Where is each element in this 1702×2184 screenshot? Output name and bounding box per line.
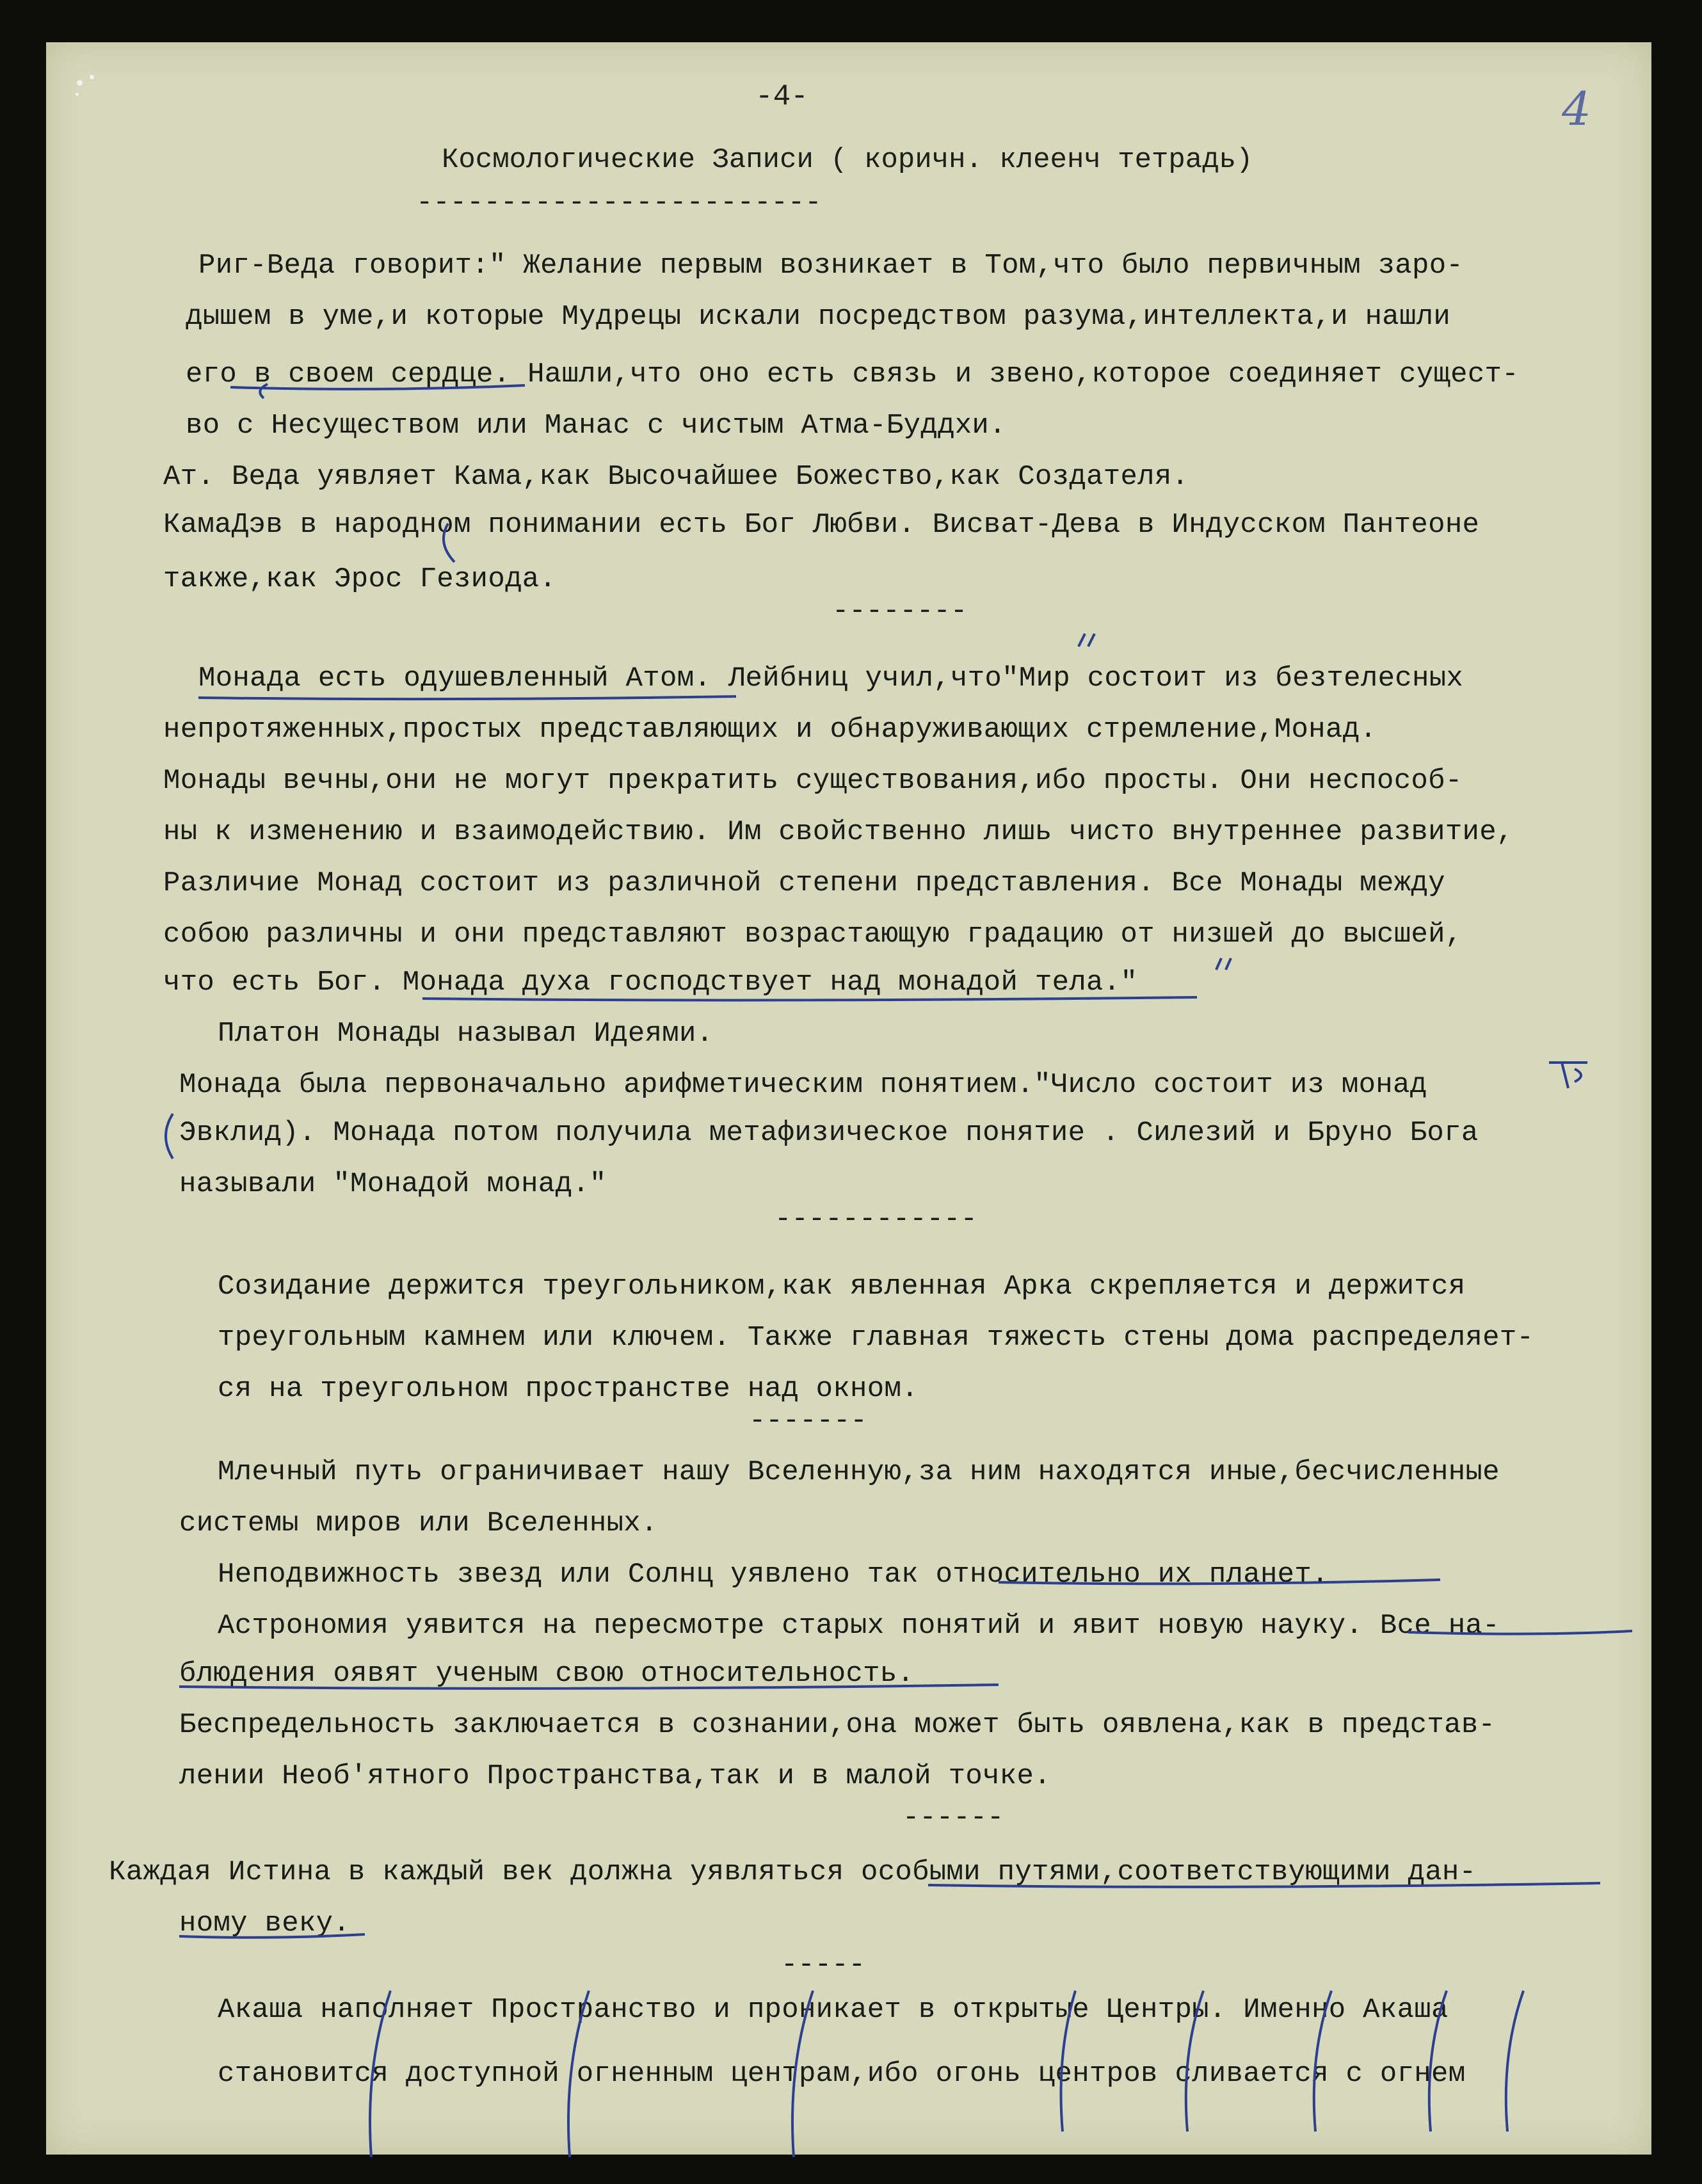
section-separator: ------ — [903, 1802, 1004, 1834]
text-line: треугольным камнем или ключем. Также главная тяжесть стены дома распределяет- — [218, 1322, 1534, 1354]
text-line: Млечный путь ограничивает нашу Вселенную,за ним находятся иные,бесчисленные — [218, 1456, 1500, 1488]
document-title: Космологические Записи ( коричн. клеенч тетрадь) — [442, 144, 1253, 176]
page-number: -4- — [755, 80, 808, 113]
text-line: ся на треугольном пространстве над окном. — [218, 1373, 919, 1405]
text-line: Монада есть одушевленный Атом. Лейбниц учил,что"Мир состоит из безтелесных — [198, 662, 1464, 695]
text-line: Неподвижность звезд или Солнц уявлено так относительно их планет. — [218, 1559, 1329, 1591]
text-line: называли "Монадой монад." — [179, 1168, 607, 1200]
text-line: во с Несуществом или Манас с чистым Атма-Буддхи. — [186, 410, 1006, 442]
section-separator: ------- — [749, 1405, 867, 1437]
text-line: ны к изменению и взаимодействию. Им свойственно лишь чисто внутреннее развитие, — [163, 816, 1514, 848]
section-separator: ----- — [781, 1949, 866, 1981]
text-line: дышем в уме,и которые Мудрецы искали посредством разума,интеллекта,и нашли — [186, 301, 1451, 333]
binder-hole — [76, 93, 79, 96]
text-line: Астрономия уявится на пересмотре старых понятий и явит новую науку. Все на- — [218, 1610, 1500, 1642]
text-line: Созидание держится треугольником,как явленная Арка скрепляется и держится — [218, 1271, 1466, 1303]
text-line: что есть Бог. Монада духа господствует над монадой тела." — [163, 967, 1138, 999]
text-line: лении Необ'ятного Пространства,так и в малой точке. — [179, 1760, 1051, 1792]
text-line: блюдения оявят ученым свою относительность. — [179, 1658, 915, 1690]
title-underline: ------------------------ — [416, 187, 822, 219]
text-line: непротяженных,простых представляющих и обнаруживающих стремление,Монад. — [163, 714, 1377, 746]
text-line: Различие Монад состоит из различной степени представления. Все Монады между — [163, 867, 1445, 899]
text-line: Беспредельность заключается в сознании,она может быть оявлена,как в представ- — [179, 1709, 1496, 1741]
text-line: становится доступной огненным центрам,ибо огонь центров сливается с огнем — [218, 2058, 1466, 2090]
text-line: Эвклид). Монада потом получила метафизическое понятие . Силезий и Бруно Бога — [179, 1117, 1479, 1149]
binder-hole — [77, 80, 83, 86]
text-line: его в своем сердце. Нашли,что оно есть связь и звено,которое соединяет сущест- — [186, 358, 1519, 390]
text-line: Риг-Веда говорит:" Желание первым возникает в Том,что было первичным заро- — [198, 250, 1464, 282]
section-separator: -------- — [832, 595, 968, 627]
text-line: Каждая Истина в каждый век должна уявляться особыми путями,соответствующими дан- — [109, 1856, 1477, 1888]
text-line: также,как Эрос Гезиода. — [163, 563, 557, 595]
text-line: Акаша наполняет Пространство и проникает в открытые Центры. Именно Акаша — [218, 1994, 1449, 2026]
text-line: КамаДэв в народном понимании есть Бог Любви. Висват-Дева в Индусском Пантеоне — [163, 509, 1480, 541]
binder-hole — [90, 75, 94, 79]
text-line: ному веку. — [179, 1907, 351, 1939]
text-line: Платон Монады называл Идеями. — [218, 1018, 714, 1050]
text-line: Монада была первоначально арифметическим понятием."Число состоит из монад — [179, 1069, 1427, 1101]
text-line: Ат. Веда уявляет Кама,как Высочайшее Божество,как Создателя. — [163, 461, 1189, 493]
text-line: Монады вечны,они не могут прекратить существования,ибо просты. Они неспособ- — [163, 765, 1463, 797]
text-line: системы миров или Вселенных. — [179, 1507, 658, 1539]
folio-number: 4 — [1562, 82, 1591, 136]
text-line: собою различны и они представляют возрастающую градацию от низшей до высшей, — [163, 919, 1463, 951]
section-separator: ------------ — [775, 1203, 977, 1235]
